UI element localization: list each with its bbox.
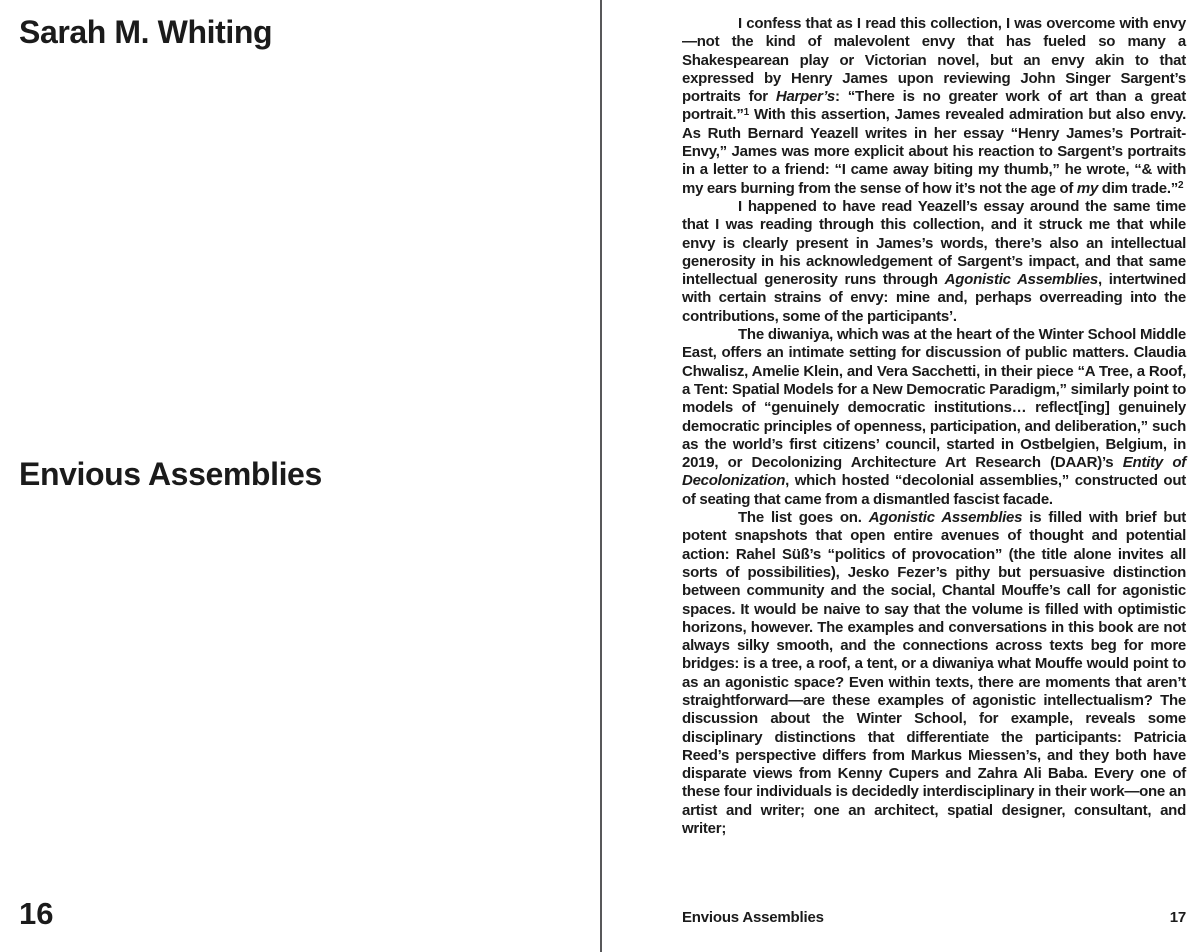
body-paragraph: I happened to have read Yeazell’s essay around the same time that I was reading through this collection, and it struck me that while envy is clearly present in James’s words, there’s also an intellectual generosity in his acknowledgement of Sargent’s impact, and that same intellectual generosity runs through Agonistic Assemblies, intertwined with certain strains of envy: mine and, perhaps overreading into the contributions, some of the participants’.	[682, 197, 1187, 325]
body-paragraph: The diwaniya, which was at the heart of the Winter School Middle East, offers an intimate setting for discussion of public matters. Claudia Chwalisz, Amelie Klein, and Vera Sacchetti, in their piece “A Tree, a Roof, a Tent: Spatial Models for a New Democratic Paradigm,” similarly point to models of “genuinely democratic institutions… reflect[ing] genuinely democratic principles of openness, participation, and deliberation,” such as the world’s first citizens’ council, started in Ostbelgien, Belgium, in 2019, or Decolonizing Architecture Art Research (DAAR)’s Entity of Decolonization, which hosted “decolonial assemblies,” constructed out of seating that came from a dismantled fascist facade.	[682, 326, 1187, 508]
page-right	[602, 0, 1200, 952]
body-text	[682, 15, 1186, 838]
page-number-left: 16	[19, 896, 54, 931]
page-footer	[682, 909, 1186, 926]
page-number-right: 17	[1169, 909, 1186, 926]
body-paragraph: I confess that as I read this collection, I was overcome with envy—not the kind of malevolent envy that has fueled so many a Shakespearean play or Victorian novel, but an envy akin to that expressed by Henry James upon reviewing John Singer Sargent’s portraits for Harper’s: “There is no greater work of art than a great portrait.”$^1$ With this assertion, James revealed admiration but also envy. As Ruth Bernard Yeazell writes in her essay “Henry James’s Portrait-Envy,” James was more explicit about his reaction to Sargent’s portraits in a letter to a friend: “I came away biting my thumb,” he wrote, “& with my ears burning from the sense of how it’s not the age of my dim trade.”$^2$	[682, 15, 1186, 197]
running-title: Envious Assemblies	[682, 909, 824, 926]
chapter-title: Envious Assemblies	[19, 456, 322, 492]
body-paragraph: The list goes on. Agonistic Assemblies is filled with brief but potent snapshots that open entire avenues of thought and potential action: Rahel Süß’s “politics of provocation” (the title alone invites all sorts of possibilities), Jesko Fezer’s pithy but persuasive distinction between community and the social, Chantal Mouffe’s call for agonistic spaces. It would be naive to say that the volume is filled with optimistic horizons, however. The examples and conversations in this book are not always silky smooth, and the connections across texts beg for more bridges: is a tree, a roof, a tent, or a diwaniya what Mouffe would point to as an agonistic space? Even within texts, there are moments that aren’t straightforward—are these examples of agonistic intellectualism? The discussion about the Winter School, for example, reveals some disciplinary distinctions that differentiate the participants: Patricia Reed’s perspective differs from Markus Miessen’s, and they both have disparate views from Kenny Cupers and Zahra Ali Baba. Every one of these four individuals is decidedly interdisciplinary in their work—one an artist and writer; one an architect, spatial designer, consultant, and writer;	[682, 509, 1187, 838]
author-name: Sarah M. Whiting	[19, 14, 273, 50]
